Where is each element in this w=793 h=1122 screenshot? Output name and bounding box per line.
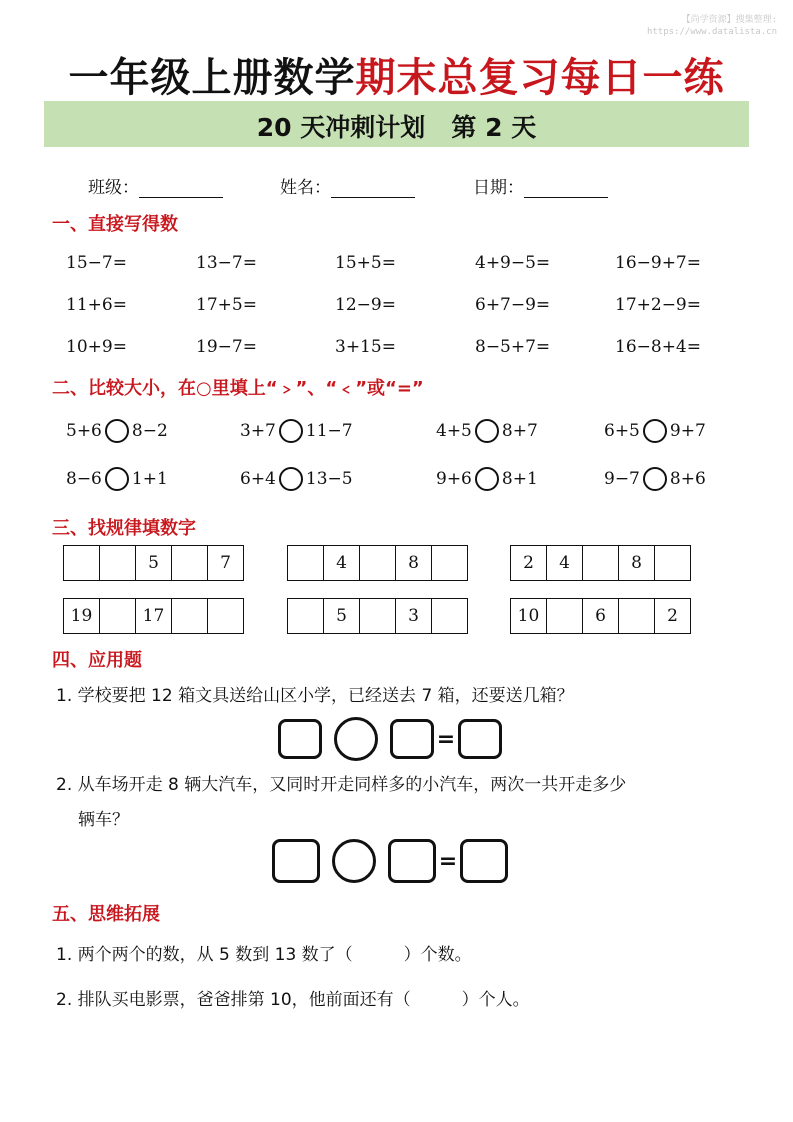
- sequence-cell[interactable]: 2: [510, 545, 547, 581]
- sequence-cell[interactable]: [99, 545, 136, 581]
- compare-item: [604, 467, 706, 491]
- section-5-heading: 五、思维拓展: [52, 904, 160, 925]
- operator-circle[interactable]: [334, 717, 378, 761]
- compare-left: 4+5: [436, 421, 472, 441]
- direct-item: 16−8+4=: [615, 337, 701, 357]
- sequence-cell[interactable]: 3: [395, 598, 432, 634]
- compare-circle[interactable]: [105, 419, 129, 443]
- sequence-cell[interactable]: [171, 545, 208, 581]
- sequence-row: [287, 545, 468, 581]
- direct-item: 3+15=: [335, 337, 396, 357]
- sequence-row: [287, 598, 468, 634]
- compare-item: [66, 419, 168, 443]
- sequence-cell[interactable]: 4: [323, 545, 360, 581]
- sequence-cell[interactable]: [359, 598, 396, 634]
- direct-item: 11+6=: [66, 295, 127, 315]
- sequence-cell[interactable]: 5: [135, 545, 172, 581]
- direct-item: 10+9=: [66, 337, 127, 357]
- compare-item: [604, 419, 706, 443]
- direct-item: 8−5+7=: [475, 337, 551, 357]
- sequence-cell[interactable]: [99, 598, 136, 634]
- class-blank[interactable]: [139, 181, 223, 198]
- answer-box[interactable]: [272, 839, 320, 883]
- sequence-cell[interactable]: 10: [510, 598, 547, 634]
- class-field: [88, 173, 223, 198]
- direct-item: 16−9+7=: [615, 253, 701, 273]
- sequence-cell[interactable]: [654, 545, 691, 581]
- compare-circle[interactable]: [475, 467, 499, 491]
- answer-row-1: [278, 717, 502, 761]
- compare-right: 9+7: [669, 421, 706, 441]
- equals-sign: =: [436, 726, 456, 752]
- compare-right: 1+1: [131, 469, 168, 489]
- direct-item: 4+9−5=: [475, 253, 551, 273]
- sequence-cell[interactable]: [359, 545, 396, 581]
- sequence-cell[interactable]: [431, 545, 468, 581]
- date-field: [473, 173, 608, 198]
- direct-item: 17+5=: [196, 295, 257, 315]
- sequence-cell[interactable]: [582, 545, 619, 581]
- compare-right: 8+6: [669, 469, 706, 489]
- direct-item: 15+5=: [335, 253, 396, 273]
- sequence-cell[interactable]: [171, 598, 208, 634]
- sequence-cell[interactable]: 7: [207, 545, 244, 581]
- compare-right: 11−7: [305, 421, 353, 441]
- compare-left: 8−6: [66, 469, 102, 489]
- direct-item: 17+2−9=: [615, 295, 701, 315]
- answer-box[interactable]: [388, 839, 436, 883]
- answer-box[interactable]: [390, 719, 434, 759]
- compare-right: 8+7: [501, 421, 538, 441]
- name-blank[interactable]: [331, 181, 415, 198]
- compare-right: 8+1: [501, 469, 538, 489]
- compare-right: 8−2: [131, 421, 168, 441]
- compare-circle[interactable]: [279, 419, 303, 443]
- sequence-cell[interactable]: [431, 598, 468, 634]
- sequence-cell[interactable]: [546, 598, 583, 634]
- direct-item: 19−7=: [196, 337, 257, 357]
- compare-circle[interactable]: [105, 467, 129, 491]
- sequence-row: [63, 545, 244, 581]
- sequence-cell[interactable]: [287, 545, 324, 581]
- sequence-cell[interactable]: 8: [395, 545, 432, 581]
- name-label: 姓名：: [280, 178, 331, 198]
- sequence-row: [510, 545, 691, 581]
- banner-text: 20 天冲刺计划 第 2 天: [256, 113, 537, 142]
- sequence-cell[interactable]: 8: [618, 545, 655, 581]
- direct-item: 12−9=: [335, 295, 396, 315]
- direct-item: 13−7=: [196, 253, 257, 273]
- section-3-heading: 三、找规律填数字: [52, 518, 196, 539]
- title-part-2: 期末总复习每日一练: [355, 55, 725, 101]
- compare-circle[interactable]: [643, 419, 667, 443]
- name-field: [280, 173, 415, 198]
- compare-left: 6+5: [604, 421, 640, 441]
- word-problem-2-continued: 辆车？: [78, 810, 129, 830]
- section-1-heading: 一、直接写得数: [52, 214, 178, 235]
- word-problem-2: 2. 从车场开走 8 辆大汽车，又同时开走同样多的小汽车，两次一共开走多少: [56, 775, 627, 795]
- compare-left: 9+6: [436, 469, 472, 489]
- compare-right: 13−5: [305, 469, 353, 489]
- compare-item: [240, 419, 353, 443]
- word-problem-1: 1. 学校要把 12 箱文具送给山区小学，已经送去 7 箱，还要送几箱？: [56, 686, 574, 706]
- page-title: [0, 46, 793, 103]
- compare-item: [240, 467, 353, 491]
- sequence-cell[interactable]: [63, 545, 100, 581]
- sequence-cell[interactable]: 17: [135, 598, 172, 634]
- compare-circle[interactable]: [475, 419, 499, 443]
- answer-box[interactable]: [458, 719, 502, 759]
- sequence-row: [510, 598, 691, 634]
- sequence-row: [63, 598, 244, 634]
- watermark-line-2: https://www.datalista.cn: [646, 27, 777, 37]
- date-blank[interactable]: [524, 181, 608, 198]
- answer-row-2: [272, 839, 508, 883]
- thinking-question-1: 1. 两个两个的数，从 5 数到 13 数了（ ）个数。: [56, 945, 472, 965]
- sequence-cell[interactable]: 2: [654, 598, 691, 634]
- compare-item: [436, 467, 538, 491]
- section-2-heading: 二、比较大小，在○里填上“﹥”、“﹤”或“=”: [52, 378, 424, 399]
- sequence-cell[interactable]: 5: [323, 598, 360, 634]
- operator-circle[interactable]: [332, 839, 376, 883]
- compare-left: 5+6: [66, 421, 102, 441]
- compare-left: 3+7: [240, 421, 276, 441]
- equals-sign: =: [438, 848, 458, 874]
- sequence-cell[interactable]: 4: [546, 545, 583, 581]
- answer-box[interactable]: [278, 719, 322, 759]
- title-part-1: 一年级上册数学: [68, 55, 356, 101]
- section-4-heading: 四、应用题: [52, 650, 142, 671]
- watermark: [647, 14, 777, 38]
- sequence-cell[interactable]: 6: [582, 598, 619, 634]
- direct-item: 6+7−9=: [475, 295, 551, 315]
- compare-left: 9−7: [604, 469, 640, 489]
- sequence-cell[interactable]: [618, 598, 655, 634]
- compare-item: [436, 419, 538, 443]
- thinking-question-2: 2. 排队买电影票，爸爸排第 10，他前面还有（ ）个人。: [56, 990, 530, 1010]
- compare-left: 6+4: [240, 469, 276, 489]
- compare-circle[interactable]: [279, 467, 303, 491]
- compare-item: [66, 467, 168, 491]
- answer-box[interactable]: [460, 839, 508, 883]
- sequence-cell[interactable]: 19: [63, 598, 100, 634]
- sequence-cell[interactable]: [207, 598, 244, 634]
- sequence-cell[interactable]: [287, 598, 324, 634]
- direct-item: 15−7=: [66, 253, 127, 273]
- class-label: 班级：: [88, 178, 139, 198]
- date-label: 日期：: [473, 178, 524, 198]
- compare-circle[interactable]: [643, 467, 667, 491]
- watermark-line-1: 【尚学资源】搜集整理:: [681, 15, 777, 25]
